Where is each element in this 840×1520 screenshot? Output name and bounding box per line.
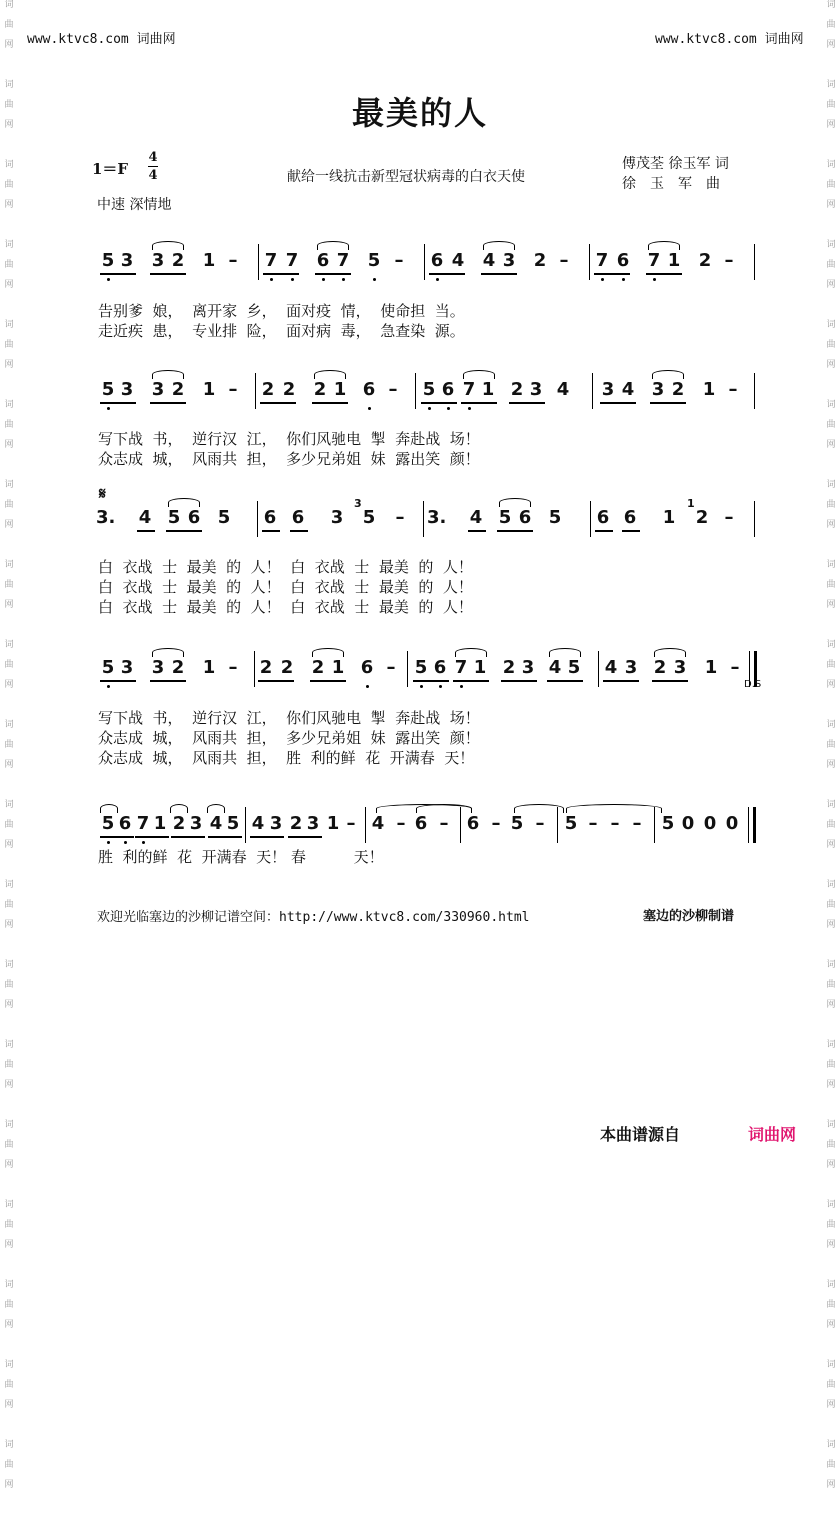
beam-underline — [258, 680, 294, 682]
score-maker: 塞边的沙柳制谱 — [643, 909, 735, 924]
note: 3 — [151, 657, 165, 678]
note: – — [396, 813, 406, 834]
beam-underline — [263, 273, 299, 275]
time-signature: 4 4 — [148, 150, 158, 183]
octave-dot — [420, 685, 423, 688]
slur — [652, 370, 684, 379]
note: 4 — [371, 813, 385, 834]
bar-line — [255, 373, 256, 409]
octave-dot — [373, 278, 376, 281]
note: 1 — [473, 657, 487, 678]
bar-line — [254, 651, 255, 687]
note: 1 — [667, 250, 681, 271]
bar-line — [753, 807, 756, 843]
slur — [654, 648, 686, 657]
note: 5 — [226, 813, 240, 834]
slur — [312, 648, 344, 657]
note: 1 — [326, 813, 340, 834]
note: 3 — [521, 657, 535, 678]
note: 1 — [702, 379, 716, 400]
note: 1 — [481, 379, 495, 400]
beam-underline — [208, 836, 242, 838]
bar-line — [557, 807, 558, 843]
octave-dot — [142, 841, 145, 844]
beam-underline — [497, 530, 533, 532]
note: – — [346, 813, 356, 834]
note: 6 — [414, 813, 428, 834]
grace-note: 1 — [687, 497, 695, 510]
beam-underline — [547, 680, 583, 682]
credits — [622, 154, 734, 194]
note: 6 — [362, 379, 376, 400]
note: 2 — [502, 657, 516, 678]
bar-line — [423, 501, 424, 537]
slur — [648, 241, 680, 250]
note: 3 — [151, 250, 165, 271]
note: 6 — [616, 250, 630, 271]
note: 0 — [681, 813, 695, 834]
note: – — [491, 813, 501, 834]
note: 4 — [209, 813, 223, 834]
note: – — [724, 250, 734, 271]
tempo-marking: 中速 深情地 — [97, 197, 172, 213]
lyric-line: 胜 利的鲜 花 开满春 天！ 春 天！ — [98, 848, 384, 866]
note: 1 — [333, 379, 347, 400]
note: 2 — [289, 813, 303, 834]
note: 4 — [556, 379, 570, 400]
lyric-line: 众志成 城， 风雨共 担， 多少兄弟姐 妹 露出笑 颜！ — [98, 450, 480, 468]
octave-dot — [653, 278, 656, 281]
composer: 徐玉军曲 — [622, 176, 734, 192]
note: – — [730, 657, 740, 678]
beam-underline — [622, 530, 640, 532]
note: 7 — [647, 250, 661, 271]
ds-mark: D.S — [744, 679, 762, 690]
beam-underline — [260, 402, 296, 404]
octave-dot — [622, 278, 625, 281]
note: 1 — [662, 507, 676, 528]
note: 3 — [601, 379, 615, 400]
note: 2 — [311, 657, 325, 678]
note: – — [724, 507, 734, 528]
note: 2 — [671, 379, 685, 400]
note: – — [535, 813, 545, 834]
note: 4 — [469, 507, 483, 528]
note: 4 — [548, 657, 562, 678]
note: – — [386, 657, 396, 678]
bar-line — [654, 807, 655, 843]
note: 5 — [567, 657, 581, 678]
note: 3. — [427, 507, 447, 528]
bar-line — [592, 373, 593, 409]
lyric-line: 写下战 书， 逆行汉 江， 你们风驰电 掣 奔赴战 场！ — [98, 430, 480, 448]
octave-dot — [447, 407, 450, 410]
note: 5 — [498, 507, 512, 528]
site-link-right[interactable]: www.ktvc8.com 词曲网 — [655, 32, 804, 47]
segno-sign: 𝄋 — [99, 484, 106, 503]
note: 2 — [698, 250, 712, 271]
note: 5 — [217, 507, 231, 528]
note: 2 — [510, 379, 524, 400]
octave-dot — [322, 278, 325, 281]
beam-underline — [100, 402, 136, 404]
octave-dot — [601, 278, 604, 281]
slur — [152, 648, 184, 657]
note: 5 — [167, 507, 181, 528]
note: 3 — [502, 250, 516, 271]
note: 3 — [120, 379, 134, 400]
note: 2 — [171, 250, 185, 271]
note: 2 — [282, 379, 296, 400]
octave-dot — [428, 407, 431, 410]
octave-dot — [107, 685, 110, 688]
note: 6 — [623, 507, 637, 528]
note: 6 — [518, 507, 532, 528]
note: – — [395, 507, 405, 528]
beam-underline — [100, 273, 136, 275]
beam-underline — [100, 680, 136, 682]
note: 5 — [101, 813, 115, 834]
slur — [416, 804, 472, 813]
note: – — [439, 813, 449, 834]
bar-line — [598, 651, 599, 687]
note: 1 — [202, 250, 216, 271]
beam-underline — [100, 836, 134, 838]
slur — [549, 648, 581, 657]
octave-dot — [107, 841, 110, 844]
slur — [317, 241, 349, 250]
note: 6 — [263, 507, 277, 528]
note: 5 — [101, 250, 115, 271]
note: 4 — [482, 250, 496, 271]
site-link-left[interactable]: www.ktvc8.com 词曲网 — [27, 32, 176, 47]
octave-dot — [436, 278, 439, 281]
bar-line — [257, 501, 258, 537]
bar-line — [754, 501, 755, 537]
lyric-line: 众志成 城， 风雨共 担， 胜 利的鲜 花 开满春 天！ — [98, 749, 475, 767]
note: 3 — [151, 379, 165, 400]
beam-underline — [603, 680, 639, 682]
note: 6 — [430, 250, 444, 271]
lyric-line: 白 衣战 士 最美 的 人！ 白 衣战 士 最美 的 人！ — [98, 558, 473, 576]
lyric-line: 写下战 书， 逆行汉 江， 你们风驰电 掣 奔赴战 场！ — [98, 709, 480, 727]
note: 5 — [101, 379, 115, 400]
staff-3 — [0, 497, 840, 547]
lyric-line: 白 衣战 士 最美 的 人！ 白 衣战 士 最美 的 人！ — [98, 598, 473, 616]
slur — [207, 804, 225, 813]
beam-underline — [290, 530, 308, 532]
bar-line — [589, 244, 590, 280]
beam-underline — [250, 836, 284, 838]
bar-line — [415, 373, 416, 409]
note: 6 — [466, 813, 480, 834]
slur — [455, 648, 487, 657]
note: – — [610, 813, 620, 834]
note: 2 — [171, 379, 185, 400]
beam-underline — [595, 530, 613, 532]
beam-underline — [468, 530, 486, 532]
source-label: 本曲谱源自 — [600, 1125, 681, 1144]
footer-url[interactable]: http://www.ktvc8.com/330960.html — [279, 910, 530, 925]
lyric-line: 众志成 城， 风雨共 担， 多少兄弟姐 妹 露出笑 颜！ — [98, 729, 480, 747]
note: 5 — [548, 507, 562, 528]
note: 5 — [510, 813, 524, 834]
beam-underline — [150, 273, 186, 275]
beam-underline — [429, 273, 465, 275]
note: 3 — [120, 657, 134, 678]
note: 5 — [101, 657, 115, 678]
slur — [152, 370, 184, 379]
beam-underline — [453, 680, 489, 682]
staff-2 — [0, 379, 840, 419]
note: 7 — [336, 250, 350, 271]
slur — [100, 804, 118, 813]
bar-line — [590, 501, 591, 537]
beam-underline — [150, 680, 186, 682]
note: 4 — [138, 507, 152, 528]
lyric-line: 告别爹 娘， 离开家 乡， 面对疫 情， 使命担 当。 — [98, 302, 465, 320]
note: 5 — [564, 813, 578, 834]
note: 7 — [285, 250, 299, 271]
note: 5 — [422, 379, 436, 400]
note: 7 — [462, 379, 476, 400]
note: 1 — [202, 657, 216, 678]
note: – — [228, 657, 238, 678]
beam-underline — [288, 836, 322, 838]
note: 3 — [189, 813, 203, 834]
note: 1 — [153, 813, 167, 834]
grace-note: 3 — [354, 497, 362, 510]
beam-underline — [166, 530, 202, 532]
bar-line — [460, 807, 461, 843]
octave-dot — [124, 841, 127, 844]
slur — [483, 241, 515, 250]
lyric-line: 走近疾 患， 专业排 险， 面对病 毒， 急查染 源。 — [98, 322, 465, 340]
note: 3 — [651, 379, 665, 400]
note: – — [588, 813, 598, 834]
octave-dot — [270, 278, 273, 281]
note: 5 — [661, 813, 675, 834]
beam-underline — [646, 273, 682, 275]
octave-dot — [342, 278, 345, 281]
beam-underline — [150, 402, 186, 404]
note: 6 — [433, 657, 447, 678]
note: 3. — [96, 507, 116, 528]
slur — [168, 498, 200, 507]
note: 2 — [313, 379, 327, 400]
note: 5 — [414, 657, 428, 678]
beam-underline — [600, 402, 636, 404]
slur — [314, 370, 346, 379]
octave-dot — [107, 407, 110, 410]
note: 6 — [360, 657, 374, 678]
note: 5 — [362, 507, 376, 528]
note: 6 — [596, 507, 610, 528]
slur — [566, 804, 662, 813]
note: 2 — [533, 250, 547, 271]
note: – — [559, 250, 569, 271]
bar-line — [754, 373, 755, 409]
note: 2 — [172, 813, 186, 834]
octave-dot — [107, 278, 110, 281]
beam-underline — [137, 530, 155, 532]
note: 3 — [330, 507, 344, 528]
note: 4 — [251, 813, 265, 834]
beam-underline — [413, 680, 449, 682]
beam-underline — [315, 273, 351, 275]
beam-underline — [501, 680, 537, 682]
note: 1 — [704, 657, 718, 678]
side-watermark-right: 词 曲 网 词 曲 网 词 曲 网 词 曲 网 词 曲 网 词 曲 网 词 曲 网 词 曲 网 词 曲 网 词 曲 网 词 曲 网 词 曲 网 词 曲 网 词 曲 网 词 曲 网 词 曲 网 词 曲 网 词 曲 网 词 曲 网 — [826, 0, 836, 1490]
octave-dot — [368, 407, 371, 410]
note: 0 — [725, 813, 739, 834]
slur — [463, 370, 495, 379]
note: 2 — [261, 379, 275, 400]
note: – — [394, 250, 404, 271]
note: 6 — [187, 507, 201, 528]
note: 3 — [624, 657, 638, 678]
slur — [170, 804, 188, 813]
note: 4 — [621, 379, 635, 400]
note: – — [388, 379, 398, 400]
note: 4 — [604, 657, 618, 678]
octave-dot — [460, 685, 463, 688]
note: 2 — [171, 657, 185, 678]
beam-underline — [481, 273, 517, 275]
note: 1 — [331, 657, 345, 678]
bar-line — [424, 244, 425, 280]
note: 2 — [653, 657, 667, 678]
octave-dot — [366, 685, 369, 688]
note: – — [228, 250, 238, 271]
note: 7 — [264, 250, 278, 271]
beam-underline — [421, 402, 457, 404]
note: 3 — [120, 250, 134, 271]
note: – — [228, 379, 238, 400]
note: 7 — [595, 250, 609, 271]
note: 6 — [316, 250, 330, 271]
lyric-line: 白 衣战 士 最美 的 人！ 白 衣战 士 最美 的 人！ — [98, 578, 473, 596]
octave-dot — [291, 278, 294, 281]
beam-underline — [594, 273, 630, 275]
beam-underline — [171, 836, 205, 838]
beam-underline — [135, 836, 169, 838]
note: 3 — [529, 379, 543, 400]
note: 7 — [454, 657, 468, 678]
slur — [152, 241, 184, 250]
octave-dot — [439, 685, 442, 688]
brand-logo[interactable]: 词曲网 — [748, 1125, 797, 1144]
dedication: 献给一线抗击新型冠状病毒的白衣天使 — [287, 169, 525, 185]
note: – — [632, 813, 642, 834]
note: 3 — [269, 813, 283, 834]
note: 2 — [259, 657, 273, 678]
beam-underline — [310, 680, 346, 682]
note: 1 — [202, 379, 216, 400]
beam-underline — [652, 680, 688, 682]
staff-1 — [0, 250, 840, 290]
key-signature: 1＝F — [92, 160, 129, 178]
beam-underline — [262, 530, 280, 532]
note: 3 — [306, 813, 320, 834]
song-title: 最美的人 — [351, 94, 488, 132]
note: 2 — [280, 657, 294, 678]
bar-line — [365, 807, 366, 843]
lyricist: 傅茂荃 徐玉军 词 — [622, 156, 729, 172]
note: 5 — [367, 250, 381, 271]
beam-underline — [312, 402, 348, 404]
footer-welcome: 欢迎光临塞边的沙柳记谱空间：http://www.ktvc8.com/330960.html — [97, 910, 530, 925]
note: 4 — [451, 250, 465, 271]
side-watermark-left: 词 曲 网 词 曲 网 词 曲 网 词 曲 网 词 曲 网 词 曲 网 词 曲 网 词 曲 网 词 曲 网 词 曲 网 词 曲 网 词 曲 网 词 曲 网 词 曲 网 词 曲 网 词 曲 网 词 曲 网 词 曲 网 词 曲 网 — [4, 0, 14, 1490]
bar-line — [748, 807, 749, 843]
bar-line — [258, 244, 259, 280]
note: 0 — [703, 813, 717, 834]
beam-underline — [509, 402, 545, 404]
note: 6 — [291, 507, 305, 528]
octave-dot — [468, 407, 471, 410]
note: – — [728, 379, 738, 400]
note: 2 — [695, 507, 709, 528]
slur — [499, 498, 531, 507]
staff-4 — [0, 657, 840, 697]
bar-line — [407, 651, 408, 687]
note: 3 — [673, 657, 687, 678]
note: 6 — [441, 379, 455, 400]
note: 7 — [136, 813, 150, 834]
bar-line — [754, 244, 755, 280]
bar-line — [245, 807, 246, 843]
beam-underline — [461, 402, 497, 404]
note: 6 — [118, 813, 132, 834]
beam-underline — [650, 402, 686, 404]
